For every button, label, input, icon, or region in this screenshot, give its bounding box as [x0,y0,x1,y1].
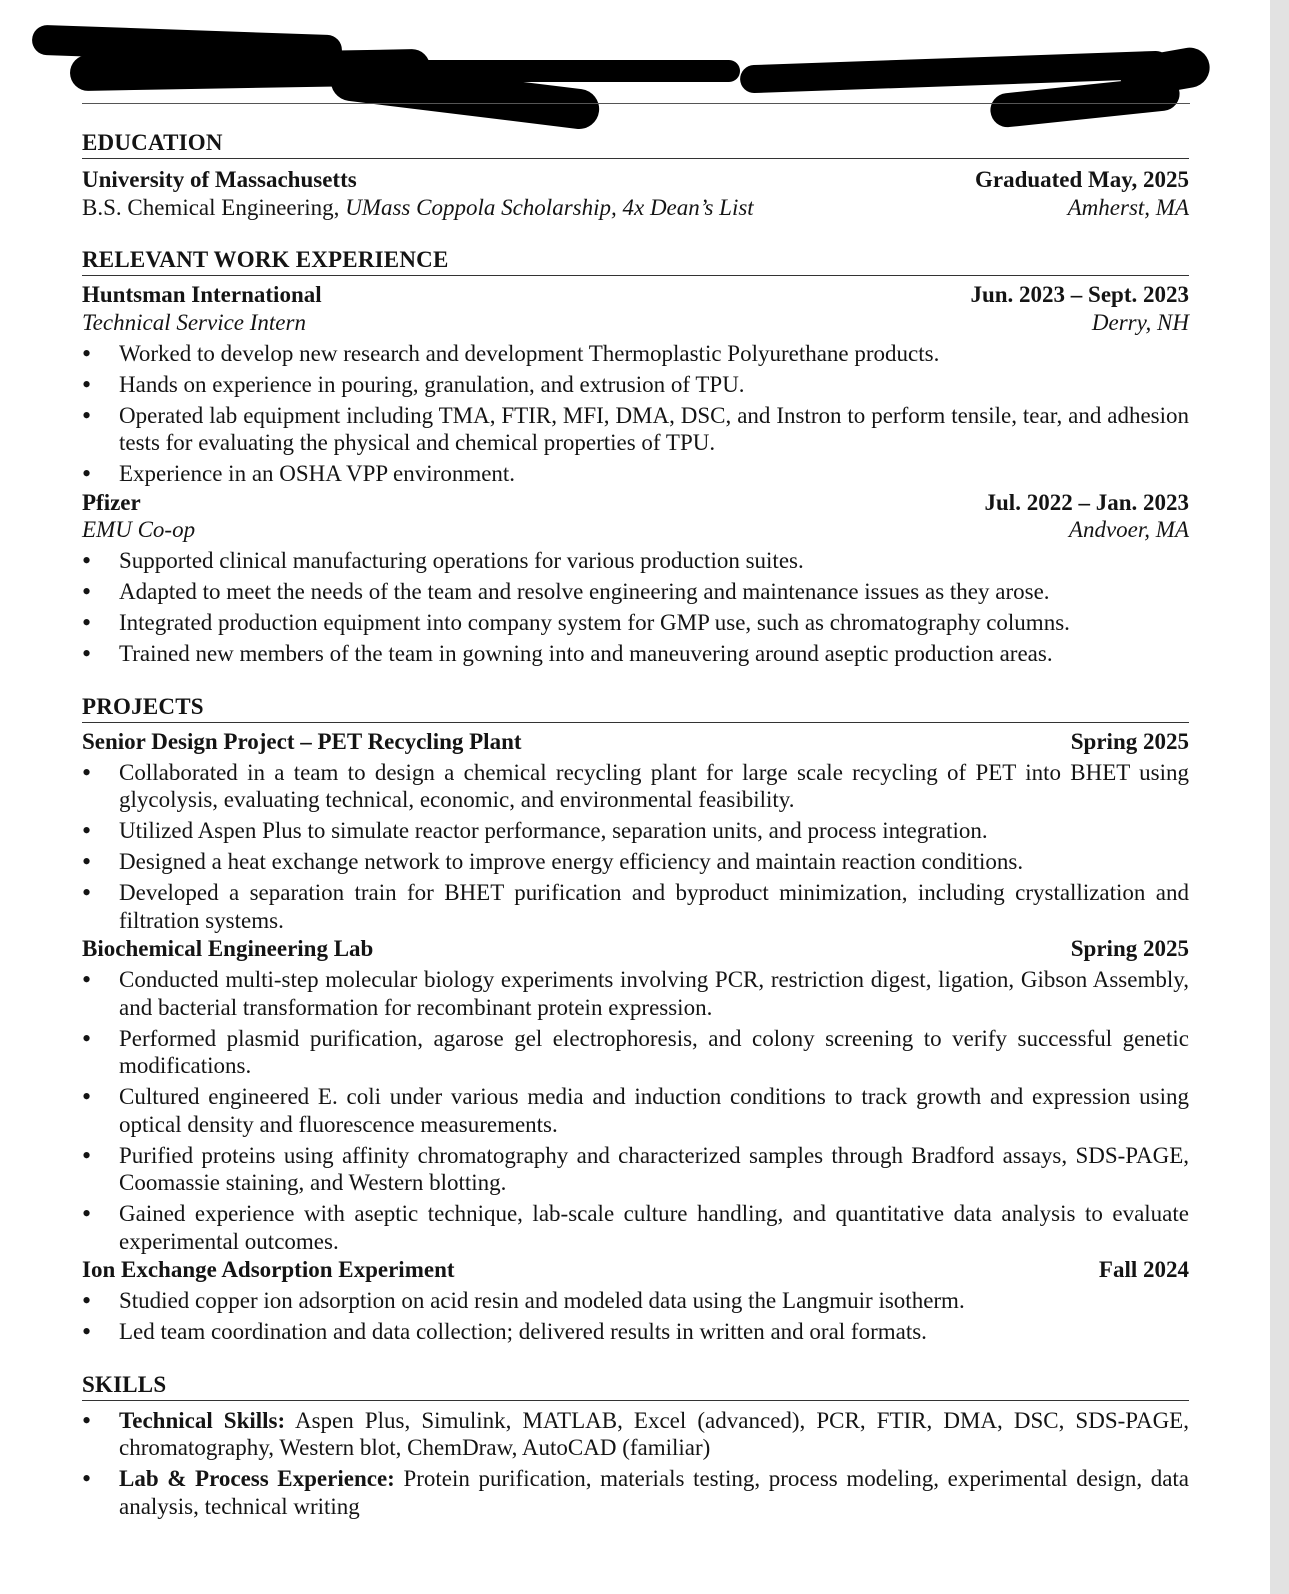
experience-heading: RELEVANT WORK EXPERIENCE [82,245,1189,276]
skill-item [82,1407,1189,1462]
bullet-item: • Cultured engineered E. coli under various media and induction conditions to track growth and expression using optical density and fluorescence measurements. [82,1083,1189,1138]
resume-content [82,128,1189,1520]
company-name: Pfizer [82,489,141,515]
school-location: Amherst, MA [1067,194,1189,220]
bullet-item: • Adapted to meet the needs of the team and resolve engineering and maintenance issues as they arose. [82,578,1189,606]
project-header [82,728,1189,756]
project-bullets [82,966,1189,1255]
bullet-item: • Studied copper ion adsorption on acid resin and modeled data using the Langmuir isotherm. [82,1287,1189,1315]
skill-text: Aspen Plus, Simulink, MATLAB, Excel (advanced), PCR, FTIR, DMA, DSC, SDS-PAGE, chromatography, Western blot, ChemDraw, AutoCAD (familiar) [119,1407,1189,1460]
project-bullets [82,759,1189,935]
bullet-item: • Hands on experience in pouring, granulation, and extrusion of TPU. [82,371,1189,399]
project-header [82,935,1189,963]
project-name: Senior Design Project – PET Recycling Plant [82,728,522,754]
job-location: Derry, NH [1091,309,1189,335]
experience-section [82,245,1189,668]
job-role: Technical Service Intern [82,309,306,335]
job-header [82,489,1189,517]
bullet-item: • Integrated production equipment into company system for GMP use, such as chromatography columns. [82,609,1189,637]
skill-text: Protein purification, materials testing, process modeling, experimental design, data analysis, technical writing [119,1466,1190,1519]
graduation-date: Graduated May, 2025 [974,167,1189,192]
education-row-2 [82,194,1189,222]
project-entry [82,1256,1189,1346]
education-row-1 [82,166,1189,194]
skills-section [82,1370,1189,1521]
bullet-item: • Designed a heat exchange network to improve energy efficiency and maintain reaction conditions. [82,848,1189,876]
project-name: Ion Exchange Adsorption Experiment [82,1257,455,1282]
bullet-item: • Utilized Aspen Plus to simulate reactor performance, separation units, and process integration. [82,817,1189,845]
bullet-item: • Purified proteins using affinity chromatography and characterized samples through Bradford assays, SDS-PAGE, Coomassie staining, and Western blotting. [82,1142,1189,1197]
job-date: Jul. 2022 – Jan. 2023 [984,489,1189,515]
skills-list [82,1407,1189,1521]
skills-heading: SKILLS [82,1370,1189,1401]
job-subheader [82,309,1189,337]
project-entry [82,728,1189,935]
bullet-item: • Supported clinical manufacturing operations for various production suites. [82,547,1189,575]
bullet-item: • Trained new members of the team in gowning into and maneuvering around aseptic production areas. [82,640,1189,668]
project-date: Spring 2025 [1070,728,1189,754]
bullet-item: • Operated lab equipment including TMA, FTIR, MFI, DMA, DSC, and Instron to perform tensile, tear, and adhesion tests for evaluating the physical and chemical properties of TPU. [82,402,1189,457]
bullet-item: • Conducted multi-step molecular biology experiments involving PCR, restriction digest, ligation, Gibson Assembly, and bacterial transformation for recombinant protein expression. [82,966,1189,1021]
job-entry [82,489,1189,668]
job-header [82,281,1189,309]
skill-item [82,1465,1189,1520]
page-edge [1270,0,1289,1594]
bullet-item: • Worked to develop new research and development Thermoplastic Polyurethane products. [82,340,1189,368]
company-name: Huntsman International [82,282,322,307]
project-bullets [82,1287,1189,1346]
project-date: Spring 2025 [1070,936,1189,961]
project-entry [82,935,1189,1255]
job-subheader [82,516,1189,544]
bullet-item: • Developed a separation train for BHET purification and byproduct minimization, including crystallization and filtration systems. [82,879,1189,934]
degree-line [82,194,754,222]
job-date: Jun. 2023 – Sept. 2023 [970,282,1189,307]
projects-heading: PROJECTS [82,692,1189,723]
education-heading: EDUCATION [82,128,1189,159]
project-header [82,1256,1189,1284]
job-location: Andvoer, MA [1068,517,1189,542]
project-date: Fall 2024 [1098,1257,1189,1282]
skill-label: Lab & Process Experience: [119,1466,395,1491]
degree: B.S. Chemical Engineering, [82,194,340,220]
header-rule [82,103,1190,104]
honors: UMass Coppola Scholarship, 4x Dean’s List [345,194,754,220]
projects-section [82,692,1189,1346]
project-name: Biochemical Engineering Lab [82,936,374,961]
skill-label: Technical Skills: [119,1407,286,1433]
bullet-item: • Gained experience with aseptic technique, lab-scale culture handling, and quantitative data analysis to evaluate experimental outcomes. [82,1200,1189,1255]
bullet-item: • Led team coordination and data collection; delivered results in written and oral formats. [82,1318,1189,1346]
bullet-item: • Collaborated in a team to design a chemical recycling plant for large scale recycling of PET into BHET using glycolysis, evaluating technical, economic, and environmental feasibility. [82,759,1189,814]
job-bullets [82,340,1189,488]
bullet-item: • Experience in an OSHA VPP environment. [82,460,1189,488]
education-section [82,128,1189,221]
job-bullets [82,547,1189,668]
bullet-item: • Performed plasmid purification, agarose gel electrophoresis, and colony screening to verify successful genetic modifications. [82,1025,1189,1080]
job-entry [82,281,1189,488]
school-name: University of Massachusetts [82,167,357,192]
job-role: EMU Co-op [82,517,196,542]
